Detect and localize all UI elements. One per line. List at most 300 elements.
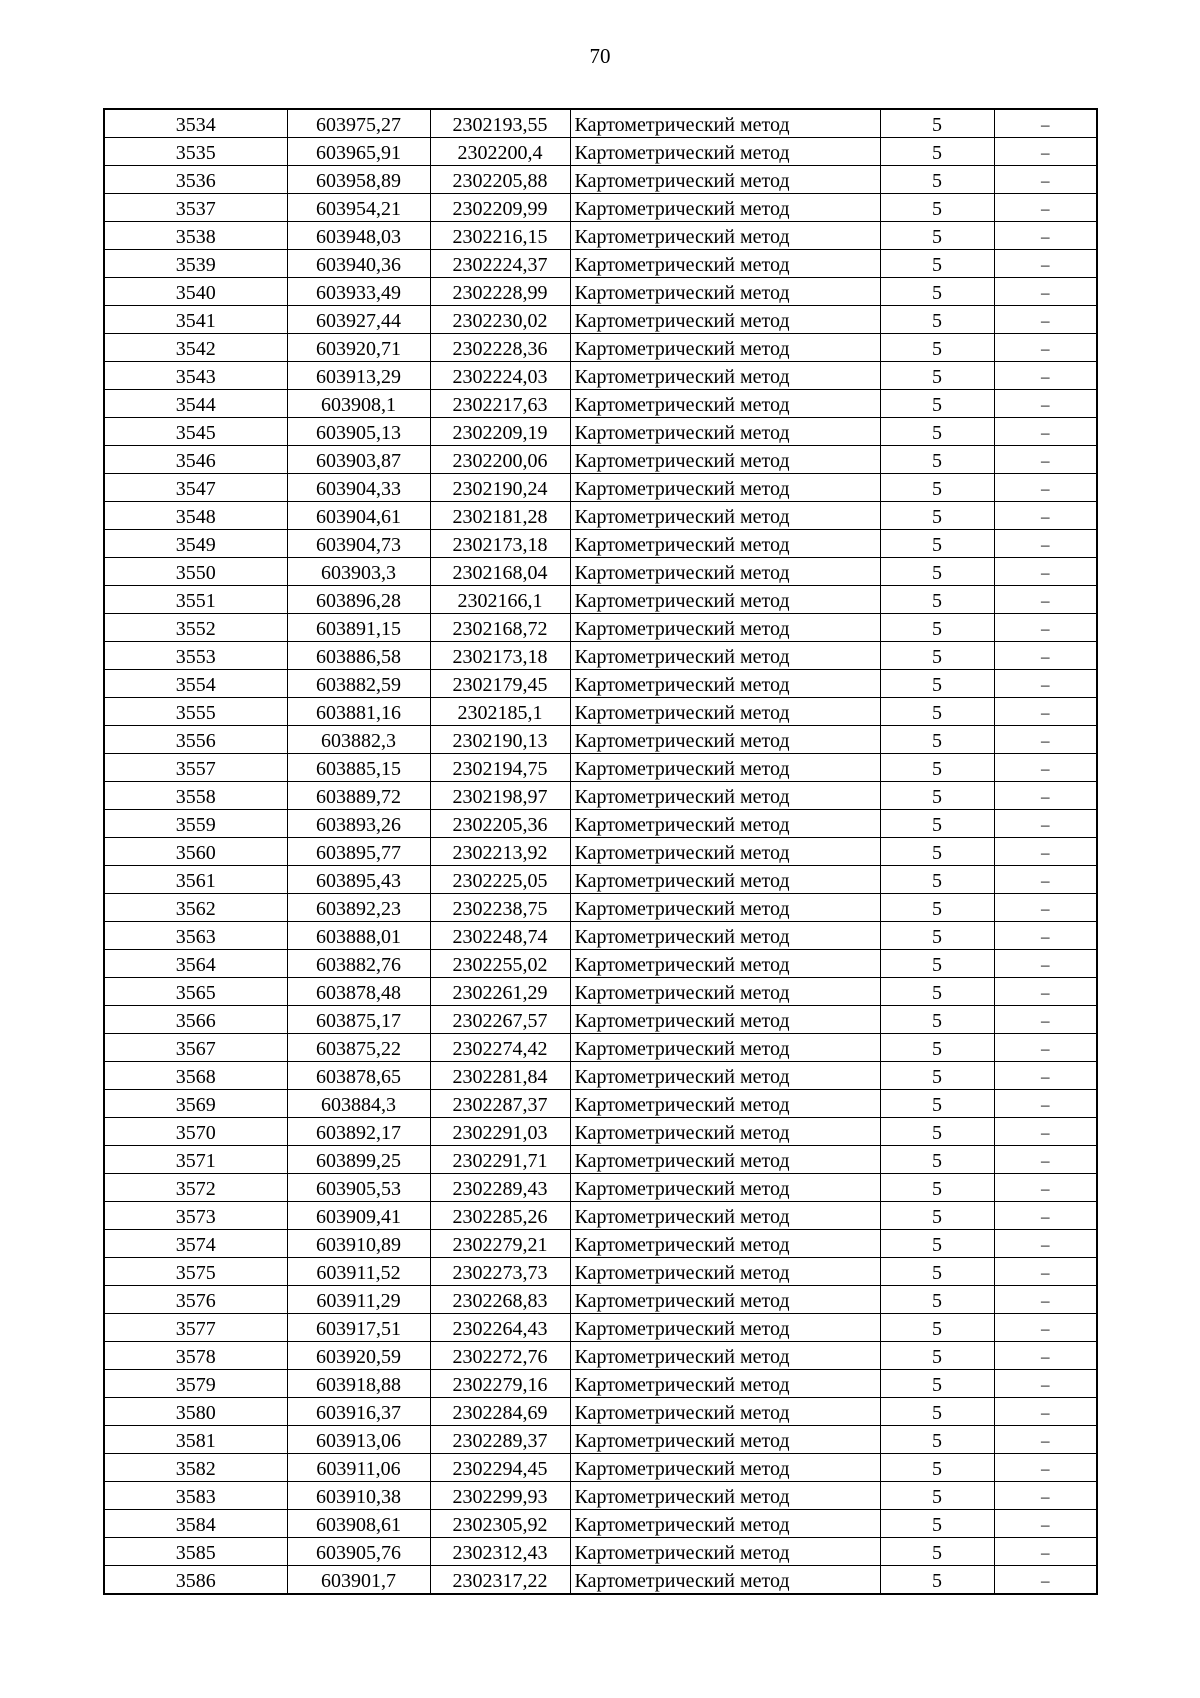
method-cell: Картометрический метод xyxy=(570,1426,880,1454)
accuracy-cell: 5 xyxy=(880,530,994,558)
y-coordinate-cell: 2302284,69 xyxy=(430,1398,570,1426)
y-coordinate-cell: 2302287,37 xyxy=(430,1090,570,1118)
method-cell: Картометрический метод xyxy=(570,894,880,922)
y-coordinate-cell: 2302289,43 xyxy=(430,1174,570,1202)
method-cell: Картометрический метод xyxy=(570,810,880,838)
x-coordinate-cell: 603895,43 xyxy=(287,866,430,894)
accuracy-cell: 5 xyxy=(880,446,994,474)
y-coordinate-cell: 2302173,18 xyxy=(430,642,570,670)
method-cell: Картометрический метод xyxy=(570,474,880,502)
point-number-cell: 3584 xyxy=(104,1510,287,1538)
point-number-cell: 3552 xyxy=(104,614,287,642)
table-row xyxy=(104,194,1097,222)
accuracy-cell: 5 xyxy=(880,334,994,362)
table-row xyxy=(104,978,1097,1006)
table-row xyxy=(104,1314,1097,1342)
y-coordinate-cell: 2302209,99 xyxy=(430,194,570,222)
x-coordinate-cell: 603882,3 xyxy=(287,726,430,754)
table-row xyxy=(104,1258,1097,1286)
y-coordinate-cell: 2302224,37 xyxy=(430,250,570,278)
y-coordinate-cell: 2302181,28 xyxy=(430,502,570,530)
x-coordinate-cell: 603905,76 xyxy=(287,1538,430,1566)
table-row xyxy=(104,894,1097,922)
point-number-cell: 3562 xyxy=(104,894,287,922)
accuracy-cell: 5 xyxy=(880,1146,994,1174)
table-row xyxy=(104,1538,1097,1566)
y-coordinate-cell: 2302291,03 xyxy=(430,1118,570,1146)
method-cell: Картометрический метод xyxy=(570,446,880,474)
method-cell: Картометрический метод xyxy=(570,1258,880,1286)
table-row xyxy=(104,166,1097,194)
method-cell: Картометрический метод xyxy=(570,278,880,306)
method-cell: Картометрический метод xyxy=(570,614,880,642)
y-coordinate-cell: 2302224,03 xyxy=(430,362,570,390)
method-cell: Картометрический метод xyxy=(570,1202,880,1230)
accuracy-cell: 5 xyxy=(880,1202,994,1230)
table-row xyxy=(104,838,1097,866)
method-cell: Картометрический метод xyxy=(570,222,880,250)
method-cell: Картометрический метод xyxy=(570,726,880,754)
note-cell: – xyxy=(994,194,1097,222)
method-cell: Картометрический метод xyxy=(570,138,880,166)
point-number-cell: 3576 xyxy=(104,1286,287,1314)
table-row xyxy=(104,1370,1097,1398)
y-coordinate-cell: 2302228,36 xyxy=(430,334,570,362)
y-coordinate-cell: 2302299,93 xyxy=(430,1482,570,1510)
y-coordinate-cell: 2302261,29 xyxy=(430,978,570,1006)
accuracy-cell: 5 xyxy=(880,390,994,418)
table-row xyxy=(104,278,1097,306)
point-number-cell: 3543 xyxy=(104,362,287,390)
x-coordinate-cell: 603908,61 xyxy=(287,1510,430,1538)
method-cell: Картометрический метод xyxy=(570,1314,880,1342)
accuracy-cell: 5 xyxy=(880,418,994,446)
note-cell: – xyxy=(994,222,1097,250)
point-number-cell: 3553 xyxy=(104,642,287,670)
table-row xyxy=(104,138,1097,166)
y-coordinate-cell: 2302230,02 xyxy=(430,306,570,334)
accuracy-cell: 5 xyxy=(880,558,994,586)
note-cell: – xyxy=(994,1090,1097,1118)
point-number-cell: 3566 xyxy=(104,1006,287,1034)
x-coordinate-cell: 603910,89 xyxy=(287,1230,430,1258)
note-cell: – xyxy=(994,642,1097,670)
point-number-cell: 3537 xyxy=(104,194,287,222)
y-coordinate-cell: 2302185,1 xyxy=(430,698,570,726)
x-coordinate-cell: 603904,73 xyxy=(287,530,430,558)
method-cell: Картометрический метод xyxy=(570,922,880,950)
note-cell: – xyxy=(994,1370,1097,1398)
y-coordinate-cell: 2302291,71 xyxy=(430,1146,570,1174)
table-row xyxy=(104,530,1097,558)
accuracy-cell: 5 xyxy=(880,1538,994,1566)
note-cell: – xyxy=(994,390,1097,418)
x-coordinate-cell: 603920,59 xyxy=(287,1342,430,1370)
y-coordinate-cell: 2302173,18 xyxy=(430,530,570,558)
point-number-cell: 3557 xyxy=(104,754,287,782)
accuracy-cell: 5 xyxy=(880,754,994,782)
method-cell: Картометрический метод xyxy=(570,1006,880,1034)
x-coordinate-cell: 603903,87 xyxy=(287,446,430,474)
point-number-cell: 3585 xyxy=(104,1538,287,1566)
coordinates-table-body xyxy=(104,109,1097,1594)
note-cell: – xyxy=(994,922,1097,950)
method-cell: Картометрический метод xyxy=(570,1538,880,1566)
accuracy-cell: 5 xyxy=(880,1062,994,1090)
accuracy-cell: 5 xyxy=(880,950,994,978)
note-cell: – xyxy=(994,698,1097,726)
table-row xyxy=(104,614,1097,642)
point-number-cell: 3571 xyxy=(104,1146,287,1174)
note-cell: – xyxy=(994,109,1097,138)
accuracy-cell: 5 xyxy=(880,222,994,250)
y-coordinate-cell: 2302281,84 xyxy=(430,1062,570,1090)
method-cell: Картометрический метод xyxy=(570,866,880,894)
note-cell: – xyxy=(994,418,1097,446)
x-coordinate-cell: 603888,01 xyxy=(287,922,430,950)
accuracy-cell: 5 xyxy=(880,138,994,166)
accuracy-cell: 5 xyxy=(880,642,994,670)
note-cell: – xyxy=(994,670,1097,698)
x-coordinate-cell: 603904,61 xyxy=(287,502,430,530)
accuracy-cell: 5 xyxy=(880,1174,994,1202)
x-coordinate-cell: 603885,15 xyxy=(287,754,430,782)
accuracy-cell: 5 xyxy=(880,1370,994,1398)
note-cell: – xyxy=(994,1286,1097,1314)
table-row xyxy=(104,362,1097,390)
table-row xyxy=(104,1342,1097,1370)
accuracy-cell: 5 xyxy=(880,698,994,726)
y-coordinate-cell: 2302179,45 xyxy=(430,670,570,698)
accuracy-cell: 5 xyxy=(880,1286,994,1314)
accuracy-cell: 5 xyxy=(880,1090,994,1118)
accuracy-cell: 5 xyxy=(880,1566,994,1595)
accuracy-cell: 5 xyxy=(880,250,994,278)
point-number-cell: 3586 xyxy=(104,1566,287,1595)
note-cell: – xyxy=(994,586,1097,614)
method-cell: Картометрический метод xyxy=(570,166,880,194)
x-coordinate-cell: 603892,23 xyxy=(287,894,430,922)
point-number-cell: 3555 xyxy=(104,698,287,726)
y-coordinate-cell: 2302193,55 xyxy=(430,109,570,138)
table-row xyxy=(104,109,1097,138)
table-row xyxy=(104,334,1097,362)
x-coordinate-cell: 603886,58 xyxy=(287,642,430,670)
note-cell: – xyxy=(994,1118,1097,1146)
x-coordinate-cell: 603913,29 xyxy=(287,362,430,390)
table-row xyxy=(104,1566,1097,1595)
note-cell: – xyxy=(994,1454,1097,1482)
point-number-cell: 3546 xyxy=(104,446,287,474)
note-cell: – xyxy=(994,754,1097,782)
y-coordinate-cell: 2302255,02 xyxy=(430,950,570,978)
accuracy-cell: 5 xyxy=(880,894,994,922)
y-coordinate-cell: 2302264,43 xyxy=(430,1314,570,1342)
x-coordinate-cell: 603878,65 xyxy=(287,1062,430,1090)
point-number-cell: 3550 xyxy=(104,558,287,586)
x-coordinate-cell: 603965,91 xyxy=(287,138,430,166)
point-number-cell: 3560 xyxy=(104,838,287,866)
point-number-cell: 3563 xyxy=(104,922,287,950)
x-coordinate-cell: 603913,06 xyxy=(287,1426,430,1454)
x-coordinate-cell: 603917,51 xyxy=(287,1314,430,1342)
y-coordinate-cell: 2302274,42 xyxy=(430,1034,570,1062)
x-coordinate-cell: 603882,59 xyxy=(287,670,430,698)
table-row xyxy=(104,950,1097,978)
method-cell: Картометрический метод xyxy=(570,1398,880,1426)
note-cell: – xyxy=(994,1006,1097,1034)
accuracy-cell: 5 xyxy=(880,838,994,866)
note-cell: – xyxy=(994,1538,1097,1566)
note-cell: – xyxy=(994,166,1097,194)
table-row xyxy=(104,390,1097,418)
point-number-cell: 3556 xyxy=(104,726,287,754)
note-cell: – xyxy=(994,1398,1097,1426)
accuracy-cell: 5 xyxy=(880,362,994,390)
y-coordinate-cell: 2302289,37 xyxy=(430,1426,570,1454)
method-cell: Картометрический метод xyxy=(570,1174,880,1202)
method-cell: Картометрический метод xyxy=(570,1286,880,1314)
y-coordinate-cell: 2302205,36 xyxy=(430,810,570,838)
method-cell: Картометрический метод xyxy=(570,502,880,530)
y-coordinate-cell: 2302294,45 xyxy=(430,1454,570,1482)
accuracy-cell: 5 xyxy=(880,1034,994,1062)
point-number-cell: 3559 xyxy=(104,810,287,838)
accuracy-cell: 5 xyxy=(880,1510,994,1538)
note-cell: – xyxy=(994,838,1097,866)
y-coordinate-cell: 2302217,63 xyxy=(430,390,570,418)
x-coordinate-cell: 603881,16 xyxy=(287,698,430,726)
accuracy-cell: 5 xyxy=(880,109,994,138)
note-cell: – xyxy=(994,558,1097,586)
table-row xyxy=(104,1482,1097,1510)
method-cell: Картометрический метод xyxy=(570,109,880,138)
table-row xyxy=(104,1286,1097,1314)
note-cell: – xyxy=(994,334,1097,362)
note-cell: – xyxy=(994,306,1097,334)
table-row xyxy=(104,810,1097,838)
accuracy-cell: 5 xyxy=(880,1482,994,1510)
table-row xyxy=(104,1510,1097,1538)
accuracy-cell: 5 xyxy=(880,1006,994,1034)
note-cell: – xyxy=(994,1510,1097,1538)
accuracy-cell: 5 xyxy=(880,306,994,334)
x-coordinate-cell: 603904,33 xyxy=(287,474,430,502)
table-row xyxy=(104,1454,1097,1482)
y-coordinate-cell: 2302285,26 xyxy=(430,1202,570,1230)
x-coordinate-cell: 603910,38 xyxy=(287,1482,430,1510)
y-coordinate-cell: 2302248,74 xyxy=(430,922,570,950)
y-coordinate-cell: 2302166,1 xyxy=(430,586,570,614)
point-number-cell: 3561 xyxy=(104,866,287,894)
method-cell: Картометрический метод xyxy=(570,1118,880,1146)
y-coordinate-cell: 2302190,13 xyxy=(430,726,570,754)
y-coordinate-cell: 2302312,43 xyxy=(430,1538,570,1566)
note-cell: – xyxy=(994,894,1097,922)
method-cell: Картометрический метод xyxy=(570,1482,880,1510)
y-coordinate-cell: 2302194,75 xyxy=(430,754,570,782)
x-coordinate-cell: 603911,29 xyxy=(287,1286,430,1314)
accuracy-cell: 5 xyxy=(880,166,994,194)
coordinates-table xyxy=(103,108,1098,1595)
note-cell: – xyxy=(994,278,1097,306)
x-coordinate-cell: 603909,41 xyxy=(287,1202,430,1230)
note-cell: – xyxy=(994,782,1097,810)
method-cell: Картометрический метод xyxy=(570,1454,880,1482)
note-cell: – xyxy=(994,362,1097,390)
method-cell: Картометрический метод xyxy=(570,306,880,334)
y-coordinate-cell: 2302205,88 xyxy=(430,166,570,194)
y-coordinate-cell: 2302305,92 xyxy=(430,1510,570,1538)
method-cell: Картометрический метод xyxy=(570,418,880,446)
method-cell: Картометрический метод xyxy=(570,642,880,670)
x-coordinate-cell: 603916,37 xyxy=(287,1398,430,1426)
x-coordinate-cell: 603899,25 xyxy=(287,1146,430,1174)
point-number-cell: 3574 xyxy=(104,1230,287,1258)
method-cell: Картометрический метод xyxy=(570,978,880,1006)
method-cell: Картометрический метод xyxy=(570,1230,880,1258)
point-number-cell: 3578 xyxy=(104,1342,287,1370)
point-number-cell: 3551 xyxy=(104,586,287,614)
method-cell: Картометрический метод xyxy=(570,586,880,614)
point-number-cell: 3554 xyxy=(104,670,287,698)
accuracy-cell: 5 xyxy=(880,614,994,642)
x-coordinate-cell: 603911,06 xyxy=(287,1454,430,1482)
y-coordinate-cell: 2302213,92 xyxy=(430,838,570,866)
x-coordinate-cell: 603905,53 xyxy=(287,1174,430,1202)
table-row xyxy=(104,502,1097,530)
table-row xyxy=(104,1398,1097,1426)
x-coordinate-cell: 603948,03 xyxy=(287,222,430,250)
method-cell: Картометрический метод xyxy=(570,698,880,726)
method-cell: Картометрический метод xyxy=(570,782,880,810)
accuracy-cell: 5 xyxy=(880,1398,994,1426)
y-coordinate-cell: 2302216,15 xyxy=(430,222,570,250)
x-coordinate-cell: 603958,89 xyxy=(287,166,430,194)
note-cell: – xyxy=(994,950,1097,978)
point-number-cell: 3539 xyxy=(104,250,287,278)
note-cell: – xyxy=(994,1258,1097,1286)
point-number-cell: 3572 xyxy=(104,1174,287,1202)
note-cell: – xyxy=(994,810,1097,838)
note-cell: – xyxy=(994,138,1097,166)
table-row xyxy=(104,418,1097,446)
table-row xyxy=(104,782,1097,810)
point-number-cell: 3536 xyxy=(104,166,287,194)
accuracy-cell: 5 xyxy=(880,502,994,530)
x-coordinate-cell: 603905,13 xyxy=(287,418,430,446)
note-cell: – xyxy=(994,1566,1097,1595)
y-coordinate-cell: 2302279,16 xyxy=(430,1370,570,1398)
point-number-cell: 3558 xyxy=(104,782,287,810)
method-cell: Картометрический метод xyxy=(570,334,880,362)
table-row xyxy=(104,698,1097,726)
note-cell: – xyxy=(994,1174,1097,1202)
method-cell: Картометрический метод xyxy=(570,670,880,698)
point-number-cell: 3573 xyxy=(104,1202,287,1230)
x-coordinate-cell: 603933,49 xyxy=(287,278,430,306)
method-cell: Картометрический метод xyxy=(570,754,880,782)
method-cell: Картометрический метод xyxy=(570,530,880,558)
note-cell: – xyxy=(994,530,1097,558)
table-row xyxy=(104,1034,1097,1062)
point-number-cell: 3544 xyxy=(104,390,287,418)
point-number-cell: 3581 xyxy=(104,1426,287,1454)
table-row xyxy=(104,754,1097,782)
note-cell: – xyxy=(994,1034,1097,1062)
note-cell: – xyxy=(994,474,1097,502)
accuracy-cell: 5 xyxy=(880,670,994,698)
accuracy-cell: 5 xyxy=(880,1454,994,1482)
accuracy-cell: 5 xyxy=(880,782,994,810)
table-row xyxy=(104,1146,1097,1174)
x-coordinate-cell: 603918,88 xyxy=(287,1370,430,1398)
table-row xyxy=(104,446,1097,474)
method-cell: Картометрический метод xyxy=(570,250,880,278)
point-number-cell: 3548 xyxy=(104,502,287,530)
x-coordinate-cell: 603884,3 xyxy=(287,1090,430,1118)
point-number-cell: 3577 xyxy=(104,1314,287,1342)
note-cell: – xyxy=(994,1314,1097,1342)
method-cell: Картометрический метод xyxy=(570,1342,880,1370)
accuracy-cell: 5 xyxy=(880,810,994,838)
x-coordinate-cell: 603893,26 xyxy=(287,810,430,838)
note-cell: – xyxy=(994,1426,1097,1454)
method-cell: Картометрический метод xyxy=(570,1146,880,1174)
x-coordinate-cell: 603920,71 xyxy=(287,334,430,362)
table-row xyxy=(104,922,1097,950)
table-row xyxy=(104,558,1097,586)
method-cell: Картометрический метод xyxy=(570,390,880,418)
table-row xyxy=(104,250,1097,278)
y-coordinate-cell: 2302238,75 xyxy=(430,894,570,922)
x-coordinate-cell: 603875,22 xyxy=(287,1034,430,1062)
note-cell: – xyxy=(994,446,1097,474)
note-cell: – xyxy=(994,978,1097,1006)
accuracy-cell: 5 xyxy=(880,278,994,306)
table-row xyxy=(104,670,1097,698)
table-row xyxy=(104,1202,1097,1230)
table-row xyxy=(104,222,1097,250)
note-cell: – xyxy=(994,1230,1097,1258)
point-number-cell: 3549 xyxy=(104,530,287,558)
y-coordinate-cell: 2302225,05 xyxy=(430,866,570,894)
method-cell: Картометрический метод xyxy=(570,1566,880,1595)
point-number-cell: 3534 xyxy=(104,109,287,138)
method-cell: Картометрический метод xyxy=(570,1062,880,1090)
method-cell: Картометрический метод xyxy=(570,1090,880,1118)
x-coordinate-cell: 603927,44 xyxy=(287,306,430,334)
note-cell: – xyxy=(994,502,1097,530)
method-cell: Картометрический метод xyxy=(570,558,880,586)
point-number-cell: 3540 xyxy=(104,278,287,306)
table-row xyxy=(104,866,1097,894)
note-cell: – xyxy=(994,614,1097,642)
x-coordinate-cell: 603892,17 xyxy=(287,1118,430,1146)
table-row xyxy=(104,642,1097,670)
point-number-cell: 3579 xyxy=(104,1370,287,1398)
y-coordinate-cell: 2302168,72 xyxy=(430,614,570,642)
x-coordinate-cell: 603882,76 xyxy=(287,950,430,978)
point-number-cell: 3582 xyxy=(104,1454,287,1482)
table-row xyxy=(104,1174,1097,1202)
point-number-cell: 3569 xyxy=(104,1090,287,1118)
accuracy-cell: 5 xyxy=(880,726,994,754)
accuracy-cell: 5 xyxy=(880,1314,994,1342)
accuracy-cell: 5 xyxy=(880,586,994,614)
note-cell: – xyxy=(994,1202,1097,1230)
y-coordinate-cell: 2302279,21 xyxy=(430,1230,570,1258)
